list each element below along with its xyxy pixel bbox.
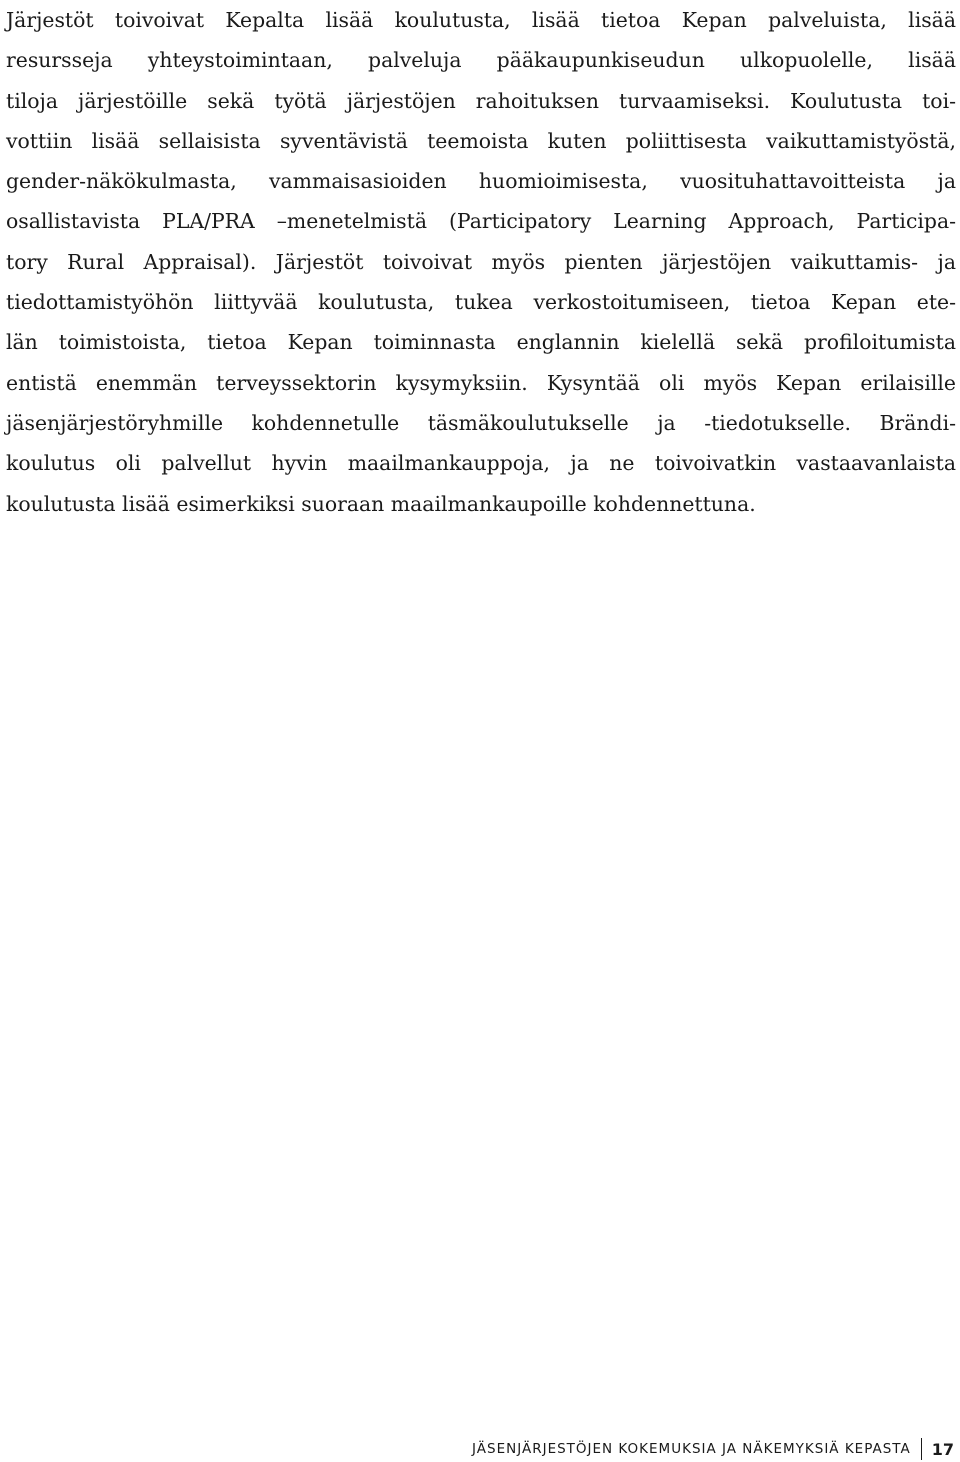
paragraph-line: koulutus oli palvellut hyvin maailmankauppoja, ja ne toivoivatkin vastaavanlaista [6, 451, 956, 476]
running-title: JÄSENJÄRJESTÖJEN KOKEMUKSIA JA NÄKEMYKSIÄ KEPASTA [472, 1441, 911, 1457]
paragraph-line: entistä enemmän terveyssektorin kysymyksiin. Kysyntää oli myös Kepan erilaisille [6, 370, 956, 395]
paragraph-line: koulutusta lisää esimerkiksi suoraan maailmankaupoille kohdennettuna. [6, 491, 756, 516]
paragraph-line: tiloja järjestöille sekä työtä järjestöjen rahoituksen turvaamiseksi. Koulutusta toi- [6, 88, 956, 113]
page-number: 17 [931, 1439, 954, 1459]
paragraph-line: tory Rural Appraisal). Järjestöt toivoivat myös pienten järjestöjen vaikuttamis- ja [6, 249, 956, 274]
paragraph-line: län toimistoista, tietoa Kepan toiminnasta englannin kielellä sekä profiloitumista [6, 330, 956, 355]
page-footer [472, 1436, 954, 1462]
paragraph-line: jäsenjärjestöryhmille kohdennetulle täsmäkoulutukselle ja -tiedotukselle. Brändi- [6, 410, 956, 435]
paragraph-line: gender-näkökulmasta, vammaisasioiden huomioimisesta, vuosituhattavoitteista ja [6, 169, 956, 194]
paragraph-line: tiedottamistyöhön liittyvää koulutusta, tukea verkostoitumiseen, tietoa Kepan ete- [6, 290, 956, 315]
paragraph-line: vottiin lisää sellaisista syventävistä teemoista kuten poliittisesta vaikuttamistyöstä, [6, 128, 956, 153]
paragraph-line: osallistavista PLA/PRA –menetelmistä (Participatory Learning Approach, Participa- [6, 209, 956, 234]
paragraph-line: Järjestöt toivoivat Kepalta lisää koulutusta, lisää tietoa Kepan palveluista, lisää [6, 8, 956, 32]
paragraph-line: resursseja yhteystoimintaan, palveluja pääkaupunkiseudun ulkopuolelle, lisää [6, 48, 956, 73]
body-paragraph [6, 0, 956, 524]
footer-divider [921, 1438, 922, 1460]
